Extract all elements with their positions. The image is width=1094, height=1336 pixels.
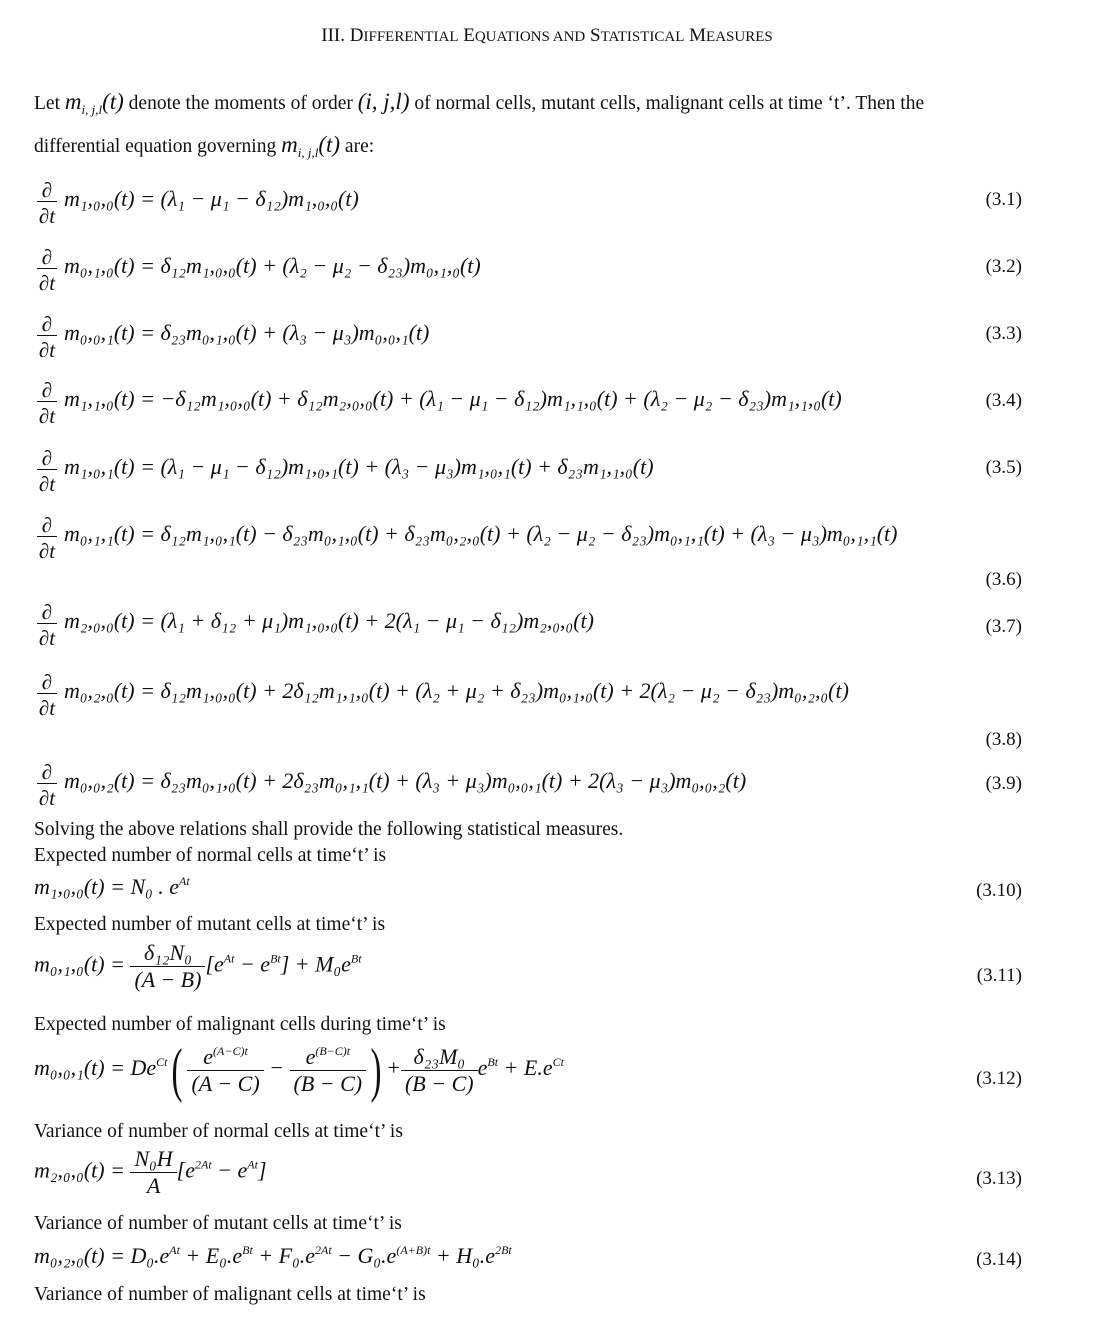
equation-3-11: m₀,₁,₀(t) = $\frac{\text{δ₁₂N₀}}{(A - B)}$ $[e^{At} - e^{Bt}] + M_0e^{Bt}$ [34, 940, 362, 992]
partial-derivative-operator: ∂ ∂t [38, 760, 56, 810]
equation-number: (3.9) [985, 773, 1022, 794]
section-heading: III. DIFFERENTIAL EQUATIONS AND STATISTICAL MEASURES [321, 25, 773, 46]
equation-number: (3.3) [985, 323, 1022, 344]
equation-number: (3.2) [985, 256, 1022, 277]
equation-expression: m₀,₁,₁(t) = δ₁₂m₁,₀,₁(t) − δ₂₃m₀,₁,₀(t) + δ₂₃m₀,₂,₀(t) + (λ₂ − μ₂ − δ₂₃)m₀,₁,₁(t) + (λ₃ − μ₃)m₀,₁,₁(t) [64, 521, 898, 546]
intro-line-1: Let $m_{i, j,l}(t)$ denote the moments of order (i, j,l) of normal cells, mutant cells, malignant cells at time ‘t’. Then the [34, 89, 925, 117]
equation-number: (3.4) [985, 390, 1022, 411]
equation-expression: m₂,₀,₀(t) = (λ₁ + δ₁₂ + μ₁)m₁,₀,₀(t) + 2(λ₁ − μ₁ − δ₁₂)m₂,₀,₀(t) [64, 608, 594, 633]
equation-number: (3.5) [985, 457, 1022, 478]
equation-expression: m₀,₂,₀(t) = δ₁₂m₁,₀,₀(t) + 2δ₁₂m₁,₁,₀(t) + (λ₂ + μ₂ + δ₂₃)m₀,₁,₀(t) + 2(λ₂ − μ₂ − δ₂₃)m₀,₂,₀(t) [64, 678, 849, 703]
equation-number: (3.13) [976, 1168, 1022, 1189]
equation-expression: m₁,₀,₁(t) = (λ₁ − μ₁ − δ₁₂)m₁,₀,₁(t) + (λ₃ − μ₃)m₁,₀,₁(t) + δ₂₃m₁,₁,₀(t) [64, 454, 654, 479]
solving-text: Solving the above relations shall provide the following statistical measures. [34, 819, 624, 840]
partial-derivative-operator: ∂ ∂t [38, 670, 56, 720]
partial-derivative-operator: ∂ ∂t [38, 446, 56, 496]
intro-line-2: differential equation governing $m_{i, j,l}(t)$ are: [34, 132, 375, 160]
partial-derivative-operator: ∂ ∂t [38, 245, 56, 295]
variance-mutant-label: Variance of number of mutant cells at time‘t’ is [34, 1213, 402, 1234]
equation-number: (3.12) [976, 1068, 1022, 1089]
partial-derivative-operator: ∂ ∂t [38, 600, 56, 650]
equation-number: (3.1) [985, 189, 1022, 210]
equation-number: (3.6) [985, 569, 1022, 590]
equation-3-10: m₁,₀,₀(t) = N₀ . $e^{At}$ [34, 874, 190, 899]
variance-normal-label: Variance of number of normal cells at time‘t’ is [34, 1121, 403, 1142]
equation-expression: m₁,₀,₀(t) = (λ₁ − μ₁ − δ₁₂)m₁,₀,₀(t) [64, 186, 359, 211]
equation-number: (3.7) [985, 616, 1022, 637]
equation-expression: m₁,₁,₀(t) = −δ₁₂m₁,₀,₀(t) + δ₁₂m₂,₀,₀(t) + (λ₁ − μ₁ − δ₁₂)m₁,₁,₀(t) + (λ₂ − μ₂ − δ₂₃)m₁,₁,₀(t) [64, 386, 842, 411]
variance-malignant-label: Variance of number of malignant cells at time‘t’ is [34, 1284, 426, 1305]
equation-number: (3.10) [976, 880, 1022, 901]
equation-number: (3.14) [976, 1249, 1022, 1270]
partial-derivative-operator: ∂ ∂t [38, 378, 56, 428]
equation-3-14: $m_0,_2,_0(t) = D_0.e^{At} + E_0.e^{Bt} + F_0.e^{2At} - G_0.e^{(A+B)t} + H_0.e^{2Bt}$ [34, 1243, 512, 1268]
expected-normal-label: Expected number of normal cells at time‘t’ is [34, 845, 387, 866]
equation-3-13: m₂,₀,₀(t) = $\frac{\text{N₀H}}{A}$ $[e^{2At} - e^{At}]$ [34, 1146, 267, 1198]
equation-3-12: $m_0,_0,_1(t) = De^{Ct}$( $\frac{e^{(A-C)t}}{(A - C)}$ − $\frac{e^{(B-C)t}}{(B - C)}$ ) + $\frac{\text{δ₂₃M₀}}{(B - C)}$ $e^{Bt} + E.e^{Ct}$ [34, 1037, 564, 1103]
partial-derivative-operator: ∂ ∂t [38, 513, 56, 563]
equation-number: (3.11) [976, 965, 1022, 986]
expected-malignant-label: Expected number of malignant cells during time‘t’ is [34, 1014, 446, 1035]
expected-mutant-label: Expected number of mutant cells at time‘t’ is [34, 914, 386, 935]
equation-expression: m₀,₀,₂(t) = δ₂₃m₀,₁,₀(t) + 2δ₂₃m₀,₁,₁(t) + (λ₃ + μ₃)m₀,₀,₁(t) + 2(λ₃ − μ₃)m₀,₀,₂(t) [64, 768, 747, 793]
partial-derivative-operator: ∂ ∂t [38, 178, 56, 228]
partial-derivative-operator: ∂ ∂t [38, 312, 56, 362]
equation-expression: m₀,₀,₁(t) = δ₂₃m₀,₁,₀(t) + (λ₃ − μ₃)m₀,₀,₁(t) [64, 320, 430, 345]
equation-number: (3.8) [985, 729, 1022, 750]
equation-expression: m₀,₁,₀(t) = δ₁₂m₁,₀,₀(t) + (λ₂ − μ₂ − δ₂₃)m₀,₁,₀(t) [64, 253, 481, 278]
